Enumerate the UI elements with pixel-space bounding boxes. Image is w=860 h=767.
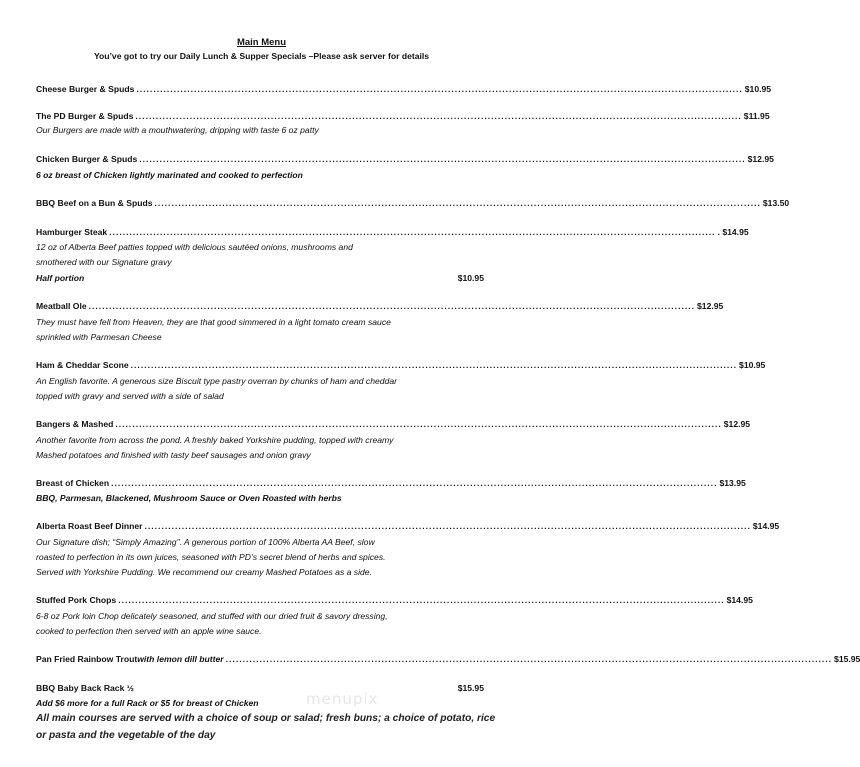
item-name: Breast of Chicken	[36, 478, 110, 488]
footer-note-line: or pasta and the vegetable of the day	[36, 730, 216, 741]
menu-item-cheese-burger	[36, 84, 772, 94]
item-name: Ham & Cheddar Scone	[36, 360, 129, 370]
item-price: $10.95	[739, 360, 766, 370]
item-price: $10.95	[744, 84, 772, 94]
item-description: Mashed potatoes and finished with tasty beef sausages and onion gravy	[36, 450, 311, 460]
item-price: $12.95	[747, 154, 774, 164]
footer-note-line: All main courses are served with a choice of soup or salad; fresh buns; a choice of potato, rice	[36, 713, 496, 724]
item-name: Hamburger Steak	[36, 227, 108, 237]
item-description: sprinkled with Parmesan Cheese	[36, 332, 162, 342]
leader-dots: ...................................................................................................................................................................................	[109, 227, 716, 237]
item-name: Alberta Roast Beef Dinner	[36, 521, 143, 531]
item-price: $12.95	[723, 419, 751, 429]
menu-item-alberta-roast-beef	[36, 521, 780, 531]
menu-item-ham-cheddar-scone	[36, 360, 766, 370]
item-name: Chicken Burger & Spuds	[36, 154, 138, 164]
menu-item-meatball-ole	[36, 301, 724, 311]
item-name: Half portion	[36, 273, 85, 283]
leader-dots: ...................................................................................................................................................................................	[130, 360, 738, 370]
item-price: $15.95	[834, 654, 860, 664]
menu-item-bbq-beef	[36, 198, 790, 208]
item-name: The PD Burger & Spuds	[36, 111, 134, 121]
item-description: An English favorite. A generous size Biscuit type pastry overran by chunks of ham and cheddar	[36, 376, 397, 386]
item-price: $10.95	[457, 273, 484, 283]
item-description: They must have fell from Heaven, they are that good simmered in a light tomato cream sauce	[36, 317, 391, 327]
leader-dots: ...................................................................................................................................................................................	[136, 84, 743, 94]
item-description: Served with Yorkshire Pudding. We recommend our creamy Mashed Potatoes as a side.	[36, 567, 372, 577]
leader-dots: ...................................................................................................................................................................................	[139, 154, 746, 164]
menu-item-rainbow-trout	[36, 654, 860, 664]
item-price: $14.95	[752, 521, 780, 531]
item-price: $13.50	[762, 198, 790, 208]
leader-dots: ...................................................................................................................................................................................	[118, 595, 725, 605]
page-subtitle: You’ve got to try our Daily Lunch & Supper Specials –Please ask server for details	[93, 51, 430, 61]
item-description: topped with gravy and served with a side of salad	[36, 391, 224, 401]
menu-item-stuffed-pork-chops	[36, 595, 753, 605]
item-description: 6-8 oz Pork loin Chop delicately seasoned, and stuffed with our dried fruit & savory dressing,	[36, 611, 388, 621]
item-name: Bangers & Mashed	[36, 419, 114, 429]
menu-item-hamburger-steak	[36, 227, 749, 237]
item-description: roasted to perfection in its own juices, seasoned with PD’s secret blend of herbs and spices.	[36, 552, 386, 562]
item-name-italic: with lemon dill butter	[137, 654, 224, 664]
item-name: BBQ Baby Back Rack ½	[36, 683, 134, 693]
item-description: 12 oz of Alberta Beef patties topped with delicious sautéed onions, mushrooms and	[36, 242, 353, 252]
item-description: cooked to perfection then served with an apple wine sauce.	[36, 626, 262, 636]
leader-dots: ...................................................................................................................................................................................	[154, 198, 761, 208]
leader-dots: ...................................................................................................................................................................................	[135, 111, 742, 121]
menu-item-chicken-burger	[36, 154, 774, 164]
item-price: . $14.95	[717, 227, 749, 237]
item-description: Add $6 more for a full Rack or $5 for breast of Chicken	[36, 698, 259, 708]
item-description: 6 oz breast of Chicken lightly marinated and cooked to perfection	[36, 170, 303, 180]
menu-item-bbq-baby-back-rack	[36, 683, 484, 693]
item-price: $11.95	[743, 111, 770, 121]
item-name: Cheese Burger & Spuds	[36, 84, 135, 94]
item-name: BBQ Beef on a Bun & Spuds	[36, 198, 153, 208]
item-description: Our Signature dish; “Simply Amazing”. A generous portion of 100% Alberta AA Beef, slow	[36, 537, 375, 547]
menu-item-breast-of-chicken	[36, 478, 746, 488]
page-title: Main Menu	[236, 37, 287, 48]
item-price: $12.95	[697, 301, 724, 311]
item-description: Our Burgers are made with a mouthwatering, dripping with taste 6 oz patty	[36, 125, 319, 135]
item-price: $14.95	[726, 595, 753, 605]
menu-subitem-half-portion	[36, 273, 484, 283]
leader-dots: ...................................................................................................................................................................................	[115, 419, 722, 429]
watermark: menupix	[306, 690, 379, 708]
leader-dots: ...................................................................................................................................................................................	[225, 654, 833, 664]
item-description: smothered with our Signature gravy	[36, 257, 172, 267]
item-price: $15.95	[457, 683, 484, 693]
leader-dots: ...................................................................................................................................................................................	[88, 301, 696, 311]
menu-item-pd-burger	[36, 111, 770, 121]
item-name: Stuffed Pork Chops	[36, 595, 117, 605]
item-name: Pan Fried Rainbow Trout	[36, 654, 138, 664]
item-name: Meatball Ole	[36, 301, 87, 311]
leader-dots: ...................................................................................................................................................................................	[111, 478, 718, 488]
leader-dots: ...................................................................................................................................................................................	[144, 521, 751, 531]
menu-item-bangers-mashed	[36, 419, 751, 429]
item-description: Another favorite from across the pond. A freshly baked Yorkshire pudding, topped with creamy	[36, 435, 394, 445]
item-price: $13.95	[719, 478, 746, 488]
item-description: BBQ, Parmesan, Blackened, Mushroom Sauce or Oven Roasted with herbs	[36, 493, 342, 503]
